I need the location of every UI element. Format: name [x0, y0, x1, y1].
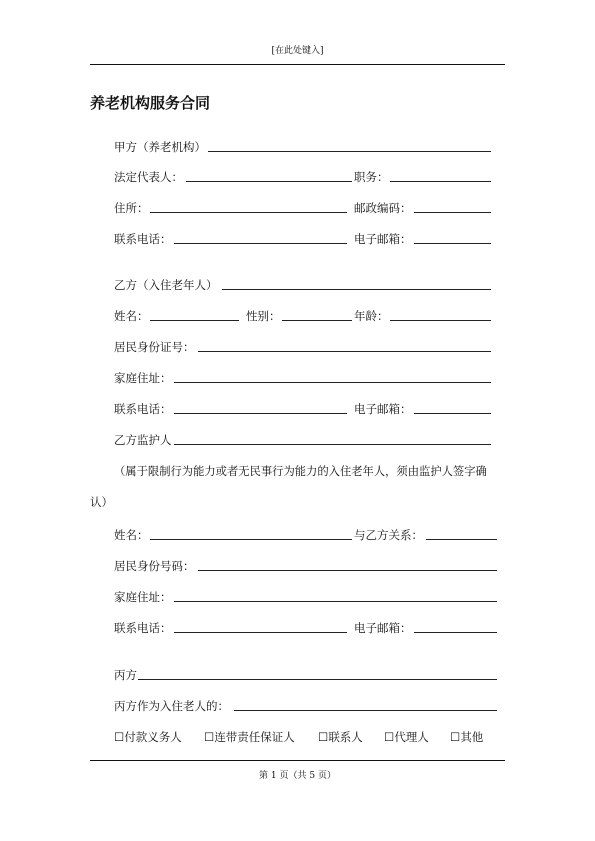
role-option-label: 其他 — [460, 730, 484, 744]
party-c-label: 丙方 — [114, 668, 137, 682]
party-a-field[interactable] — [208, 151, 491, 152]
party-a-phone-field[interactable] — [174, 243, 347, 244]
relation-label: 与乙方关系： — [354, 528, 423, 542]
position-label: 职务： — [354, 170, 389, 184]
guardian-label: 乙方监护人 — [114, 433, 172, 447]
party-b-label: 乙方（入住老年人） — [114, 278, 218, 292]
contract-title: 养老机构服务合同 — [90, 94, 211, 112]
guardian-note-line2: 认） — [90, 495, 113, 509]
footer-rule — [90, 760, 505, 761]
party-b-email-label: 电子邮箱： — [354, 402, 412, 416]
party-c-role-label: 丙方作为入住老人的： — [114, 699, 229, 713]
guardian-home-field[interactable] — [174, 601, 497, 602]
party-b-phone-field[interactable] — [174, 413, 347, 414]
party-c-role-field[interactable] — [234, 710, 497, 711]
party-a-phone-label: 联系电话： — [114, 232, 172, 246]
guardian-email-field[interactable] — [414, 632, 497, 633]
party-b-name-field[interactable] — [150, 320, 239, 321]
party-b-id-field[interactable] — [198, 351, 491, 352]
guardian-email-label: 电子邮箱： — [354, 621, 412, 635]
party-b-home-label: 家庭住址： — [114, 371, 172, 385]
party-c-field[interactable] — [138, 679, 497, 680]
gender-label: 性别： — [246, 309, 281, 323]
party-b-id-label: 居民身份证号： — [114, 340, 195, 354]
header-rule — [90, 64, 505, 65]
age-field[interactable] — [390, 320, 491, 321]
address-label: 住所： — [114, 201, 149, 215]
postcode-label: 邮政编码： — [354, 201, 412, 215]
role-option-label: 连带责任保证人 — [214, 730, 295, 744]
party-b-home-field[interactable] — [174, 382, 491, 383]
role-option-label: 联系人 — [328, 730, 363, 744]
role-option-payer[interactable]: ☐付款义务人 — [114, 730, 182, 744]
party-a-email-field[interactable] — [414, 243, 491, 244]
age-label: 年龄： — [354, 309, 389, 323]
guardian-id-label: 居民身份号码： — [114, 559, 195, 573]
page-header: [在此处键入] — [271, 46, 324, 56]
guardian-field[interactable] — [174, 444, 491, 445]
guardian-phone-label: 联系电话： — [114, 621, 172, 635]
role-option-label: 代理人 — [394, 730, 429, 744]
party-a-email-label: 电子邮箱： — [354, 232, 412, 246]
role-option-label: 付款义务人 — [124, 730, 182, 744]
role-option-guarantor[interactable]: ☐连带责任保证人 — [204, 730, 295, 744]
page-footer: 第 1 页（共 5 页） — [259, 771, 336, 781]
gender-field[interactable] — [282, 320, 352, 321]
guardian-id-field[interactable] — [198, 570, 497, 571]
guardian-phone-field[interactable] — [174, 632, 347, 633]
role-option-other[interactable]: ☐其他 — [450, 730, 484, 744]
party-b-phone-label: 联系电话： — [114, 402, 172, 416]
party-a-label: 甲方（养老机构） — [114, 140, 206, 154]
address-field[interactable] — [150, 212, 347, 213]
guardian-home-label: 家庭住址： — [114, 590, 172, 604]
legal-rep-label: 法定代表人： — [114, 170, 183, 184]
guardian-name-label: 姓名： — [114, 528, 149, 542]
role-option-contact[interactable]: ☐联系人 — [318, 730, 363, 744]
guardian-name-field[interactable] — [150, 539, 352, 540]
party-b-email-field[interactable] — [414, 413, 491, 414]
party-b-field[interactable] — [222, 289, 491, 290]
role-option-agent[interactable]: ☐代理人 — [384, 730, 429, 744]
position-field[interactable] — [390, 181, 491, 182]
postcode-field[interactable] — [414, 212, 491, 213]
relation-field[interactable] — [426, 539, 497, 540]
legal-rep-field[interactable] — [186, 181, 352, 182]
party-b-name-label: 姓名： — [114, 309, 149, 323]
guardian-note-line1: （属于限制行为能力或者无民事行为能力的入住老年人，须由监护人签字确 — [114, 465, 487, 478]
